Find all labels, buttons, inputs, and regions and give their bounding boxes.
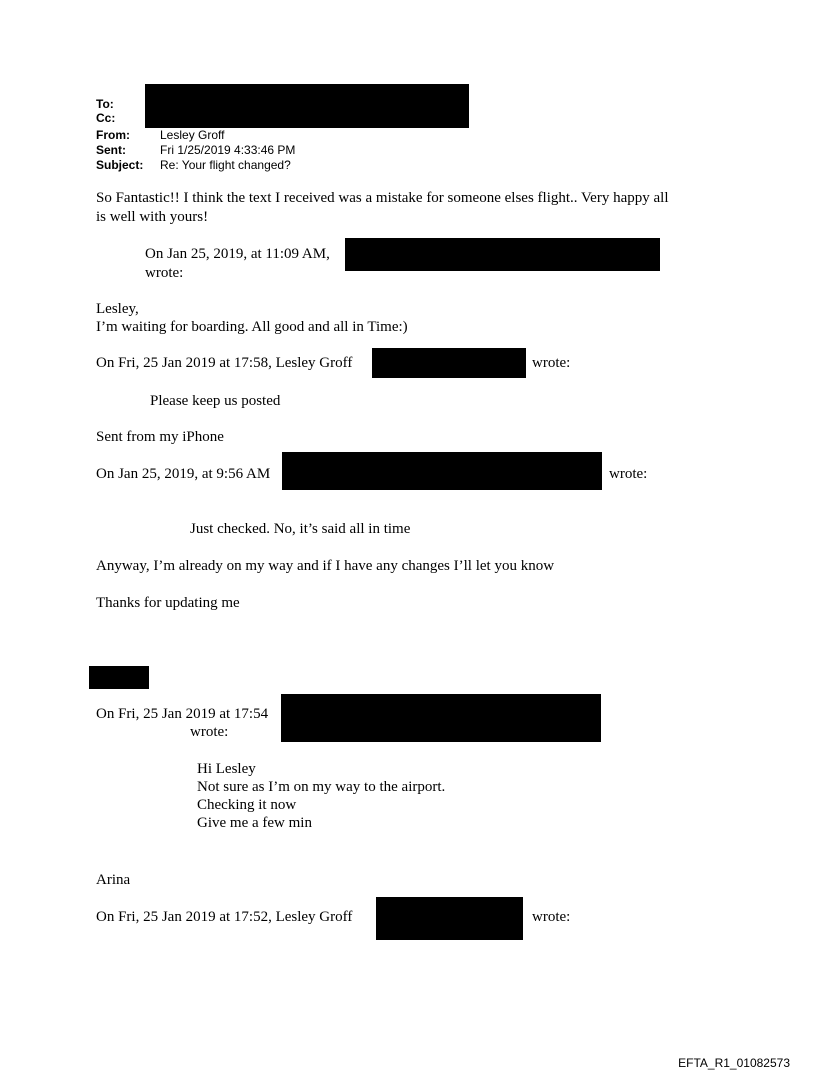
quote1-wrote: wrote: xyxy=(145,265,184,281)
to-label: To: xyxy=(96,97,114,111)
reply-line-2: is well with yours! xyxy=(96,209,209,225)
hi-line-4: Give me a few min xyxy=(197,815,312,831)
hi-line-3: Checking it now xyxy=(197,797,297,813)
quote4-intro: On Fri, 25 Jan 2019 at 17:54 xyxy=(96,706,269,722)
from-label: From: xyxy=(96,128,130,142)
quote3-wrote: wrote: xyxy=(609,466,648,482)
redaction-quote3-sender xyxy=(282,452,602,490)
waiting-line: I’m waiting for boarding. All good and all in Time:) xyxy=(96,319,408,335)
subject-value: Re: Your flight changed? xyxy=(160,158,291,172)
thanks-line: Thanks for updating me xyxy=(96,595,240,611)
subject-row xyxy=(96,158,291,172)
quote3-intro: On Jan 25, 2019, at 9:56 AM xyxy=(96,466,271,482)
anyway-line: Anyway, I’m already on my way and if I have any changes I’ll let you know xyxy=(96,558,555,574)
signature: Arina xyxy=(96,872,131,888)
cc-label: Cc: xyxy=(96,111,116,125)
keep-posted-line: Please keep us posted xyxy=(150,393,281,409)
sent-label: Sent: xyxy=(96,143,126,157)
redaction-quote1-sender xyxy=(345,238,660,271)
quote5-intro: On Fri, 25 Jan 2019 at 17:52, Lesley Groff xyxy=(96,909,353,925)
hi-line-1: Hi Lesley xyxy=(197,761,256,777)
sent-row xyxy=(96,143,295,157)
quote2-intro: On Fri, 25 Jan 2019 at 17:58, Lesley Groff xyxy=(96,355,353,371)
redaction-quote5-email xyxy=(376,897,523,940)
subject-label: Subject: xyxy=(96,158,144,172)
quote1-intro: On Jan 25, 2019, at 11:09 AM, xyxy=(145,246,330,262)
from-row xyxy=(96,128,224,142)
document-id: EFTA_R1_01082573 xyxy=(678,1056,790,1070)
reply-line-1: So Fantastic!! I think the text I received was a mistake for someone elses flight.. Very happy all xyxy=(96,190,669,206)
hi-line-2: Not sure as I’m on my way to the airport. xyxy=(197,779,446,795)
redaction-quote2-email xyxy=(372,348,526,378)
redaction-quote4-sender xyxy=(281,694,601,742)
quote4-wrote: wrote: xyxy=(190,724,229,740)
greeting: Lesley, xyxy=(96,301,139,317)
quote2-wrote: wrote: xyxy=(532,355,571,371)
from-value: Lesley Groff xyxy=(160,128,225,142)
sent-value: Fri 1/25/2019 4:33:46 PM xyxy=(160,143,296,157)
just-checked-line: Just checked. No, it’s said all in time xyxy=(190,521,411,537)
sent-from-line: Sent from my iPhone xyxy=(96,429,224,445)
quote5-wrote: wrote: xyxy=(532,909,571,925)
redaction-recipients xyxy=(145,84,469,128)
redaction-small-block xyxy=(89,666,149,689)
